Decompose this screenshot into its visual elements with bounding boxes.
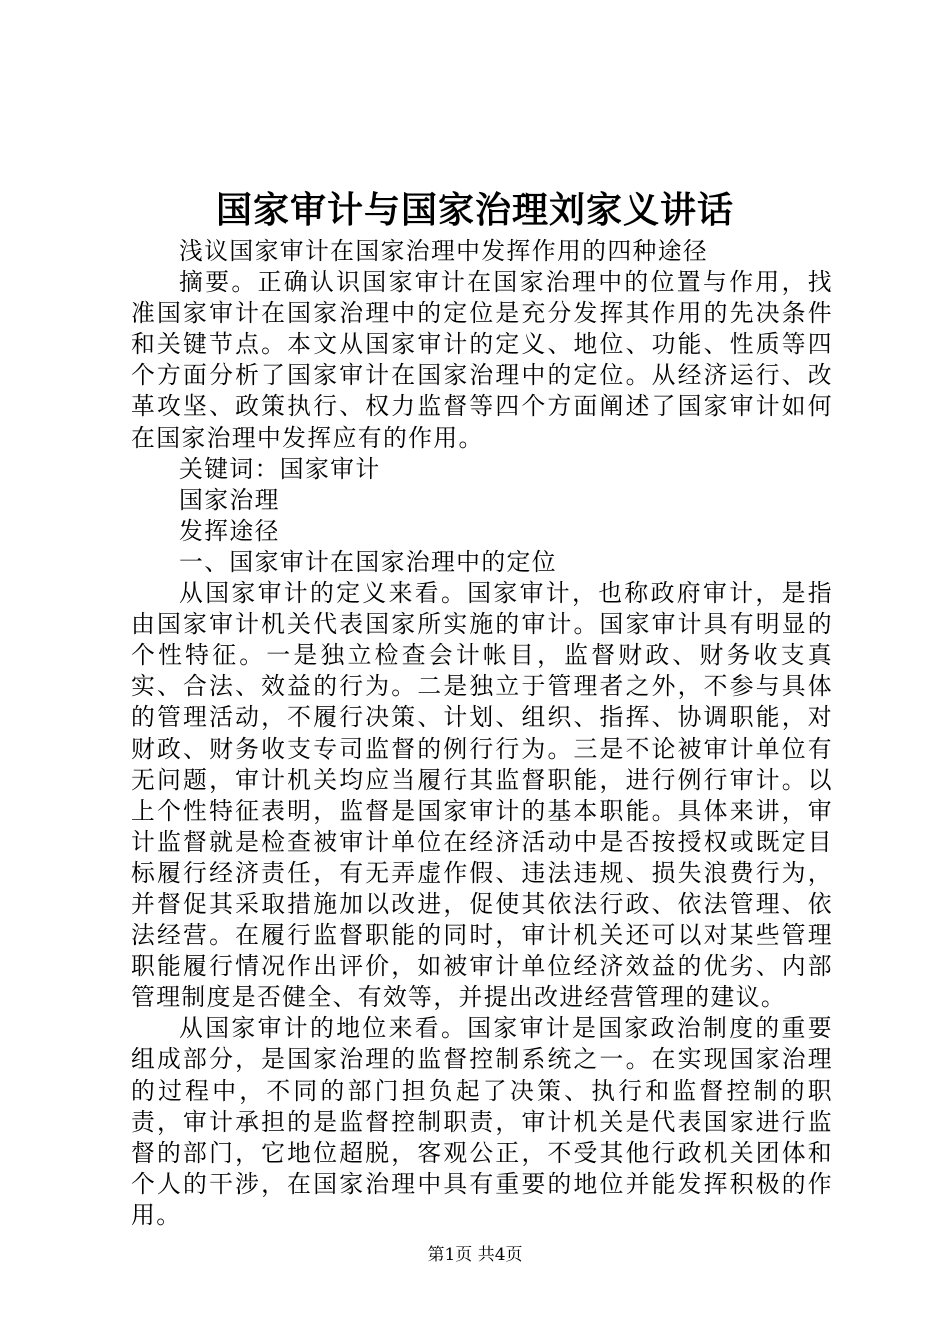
body-paragraph: 从国家审计的定义来看。国家审计，也称政府审计，是指由国家审计机关代表国家所实施的审计。国家审计具有明显的个性特征。一是独立检查会计帐目，监督财政、财务收支真实、合法、效益的行为。二是独立于管理者之外，不参与具体的管理活动，不履行决策、计划、组织、指挥、协调职能，对财政、财务收支专司监督的例行行为。三是不论被审计单位有无问题，审计机关均应当履行其监督职能，进行例行审计。以上个性特征表明，监督是国家审计的基本职能。具体来讲，审计监督就是检查被审计单位在经济活动中是否按授权或既定目标履行经济责任，有无弄虚作假、违法违规、损失浪费行为，并督促其采取措施加以改进，促使其依法行政、依法管理、依法经营。在履行监督职能的同时，审计机关还可以对某些管理职能履行情况作出评价，如被审计单位经济效益的优劣、内部管理制度是否健全、有效等，并提出改进经营管理的建议。 <box>131 579 833 1012</box>
document-body <box>131 236 833 1231</box>
keyword-item: 国家治理 <box>179 485 280 514</box>
subtitle-paragraph: 浅议国家审计在国家治理中发挥作用的四种途径 <box>179 237 709 265</box>
abstract-paragraph: 摘要。正确认识国家审计在国家治理中的位置与作用，找准国家审计在国家治理中的定位是充分发挥其作用的先决条件和关键节点。本文从国家审计的定义、地位、功能、性质等四个方面分析了国家审计在国家治理中的定位。从经济运行、改革攻坚、政策执行、权力监督等四个方面阐述了国家审计如何在国家治理中发挥应有的作用。 <box>131 268 833 452</box>
body-paragraph: 从国家审计的地位来看。国家审计是国家政治制度的重要组成部分，是国家治理的监督控制系统之一。在实现国家治理的过程中，不同的部门担负起了决策、执行和监督控制的职责，审计承担的是监督控制职责，审计机关是代表国家进行监督的部门，它地位超脱，客观公正，不受其他行政机关团体和个人的干涉，在国家治理中具有重要的地位并能发挥积极的作用。 <box>131 1014 833 1229</box>
document-title: 国家审计与国家治理刘家义讲话 <box>215 189 734 231</box>
page-number-footer: 第1页 共4页 <box>427 1245 523 1265</box>
section-heading: 一、国家审计在国家治理中的定位 <box>179 547 557 576</box>
keyword-item: 发挥途径 <box>179 516 280 545</box>
keywords-line: 关键词：国家审计 <box>179 454 381 483</box>
